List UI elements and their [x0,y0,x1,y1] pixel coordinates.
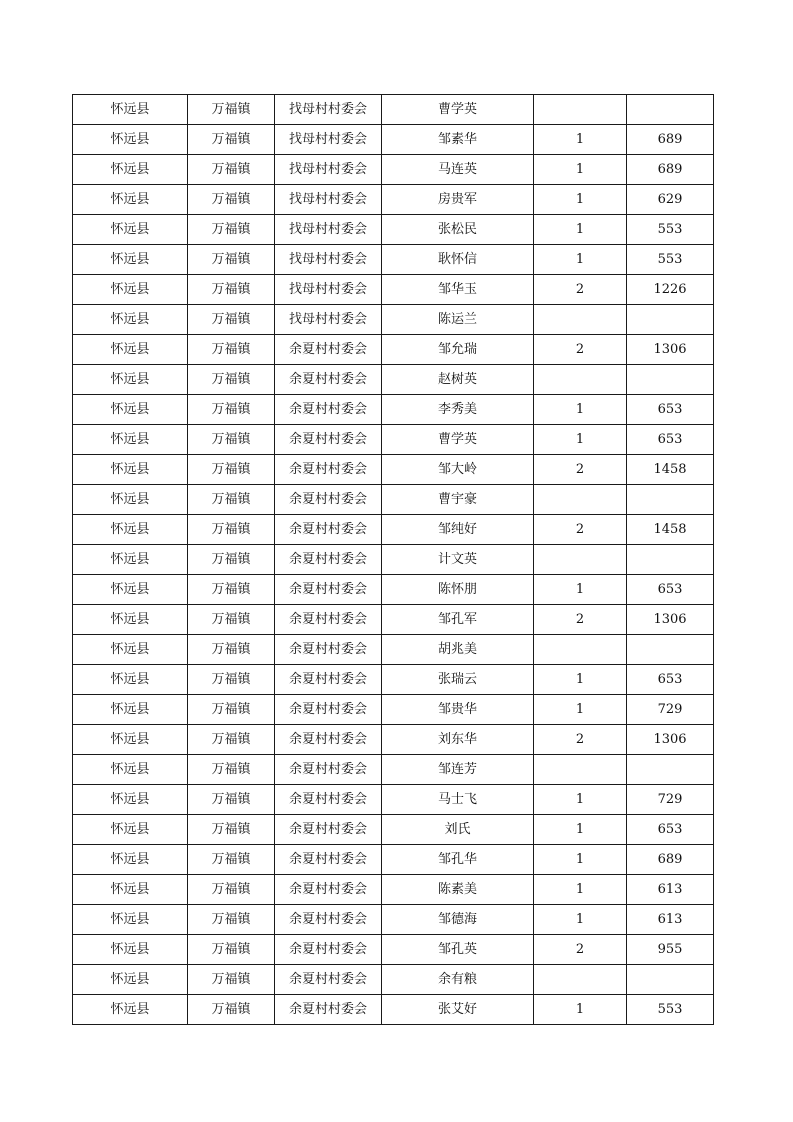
name-cell: 邹大岭 [382,455,534,485]
name-cell: 房贵军 [382,185,534,215]
county-cell: 怀远县 [73,305,188,335]
table-row [73,455,714,485]
name-cell: 张瑞云 [382,665,534,695]
count-cell: 2 [534,725,627,755]
village-committee-cell: 余夏村村委会 [275,335,382,365]
amount-cell: 1458 [627,515,714,545]
county-cell: 怀远县 [73,215,188,245]
table-row [73,785,714,815]
county-cell: 怀远县 [73,875,188,905]
town-cell: 万福镇 [188,995,275,1025]
amount-cell: 613 [627,905,714,935]
town-cell: 万福镇 [188,185,275,215]
county-cell: 怀远县 [73,245,188,275]
amount-cell: 613 [627,875,714,905]
county-cell: 怀远县 [73,455,188,485]
table-row [73,125,714,155]
count-cell: 1 [534,215,627,245]
county-cell: 怀远县 [73,755,188,785]
name-cell: 张松民 [382,215,534,245]
table-row [73,215,714,245]
amount-cell [627,365,714,395]
name-cell: 邹德海 [382,905,534,935]
village-committee-cell: 余夏村村委会 [275,845,382,875]
town-cell: 万福镇 [188,515,275,545]
amount-cell: 629 [627,185,714,215]
name-cell: 陈怀朋 [382,575,534,605]
town-cell: 万福镇 [188,275,275,305]
amount-cell: 653 [627,425,714,455]
count-cell [534,365,627,395]
county-cell: 怀远县 [73,515,188,545]
table-row [73,545,714,575]
town-cell: 万福镇 [188,695,275,725]
count-cell [534,305,627,335]
name-cell: 余有粮 [382,965,534,995]
count-cell [534,755,627,785]
table-row [73,665,714,695]
town-cell: 万福镇 [188,215,275,245]
count-cell: 2 [534,275,627,305]
town-cell: 万福镇 [188,545,275,575]
village-committee-cell: 余夏村村委会 [275,695,382,725]
town-cell: 万福镇 [188,155,275,185]
village-committee-cell: 找母村村委会 [275,125,382,155]
amount-cell: 553 [627,995,714,1025]
village-committee-cell: 找母村村委会 [275,155,382,185]
amount-cell: 689 [627,125,714,155]
name-cell: 邹孔华 [382,845,534,875]
county-cell: 怀远县 [73,785,188,815]
amount-cell: 729 [627,695,714,725]
town-cell: 万福镇 [188,395,275,425]
town-cell: 万福镇 [188,935,275,965]
amount-cell [627,755,714,785]
count-cell: 2 [534,515,627,545]
count-cell: 1 [534,695,627,725]
town-cell: 万福镇 [188,125,275,155]
count-cell: 2 [534,605,627,635]
count-cell: 2 [534,335,627,365]
name-cell: 胡兆美 [382,635,534,665]
table-row [73,425,714,455]
village-committee-cell: 余夏村村委会 [275,515,382,545]
count-cell: 1 [534,905,627,935]
amount-cell [627,485,714,515]
table-row [73,335,714,365]
county-cell: 怀远县 [73,815,188,845]
count-cell [534,635,627,665]
amount-cell [627,305,714,335]
amount-cell: 653 [627,575,714,605]
village-committee-cell: 余夏村村委会 [275,755,382,785]
amount-cell: 689 [627,845,714,875]
village-committee-cell: 找母村村委会 [275,95,382,125]
table-row [73,995,714,1025]
table-row [73,395,714,425]
county-cell: 怀远县 [73,935,188,965]
amount-cell: 1226 [627,275,714,305]
table-row [73,755,714,785]
village-committee-cell: 余夏村村委会 [275,665,382,695]
table-row [73,155,714,185]
count-cell: 1 [534,395,627,425]
town-cell: 万福镇 [188,905,275,935]
table-row [73,365,714,395]
table-row [73,245,714,275]
village-committee-cell: 余夏村村委会 [275,725,382,755]
count-cell: 1 [534,575,627,605]
village-committee-cell: 找母村村委会 [275,245,382,275]
county-cell: 怀远县 [73,155,188,185]
village-committee-cell: 余夏村村委会 [275,455,382,485]
table-row [73,965,714,995]
name-cell: 刘氏 [382,815,534,845]
village-committee-cell: 余夏村村委会 [275,905,382,935]
name-cell: 曹学英 [382,425,534,455]
count-cell: 1 [534,815,627,845]
village-committee-cell: 余夏村村委会 [275,995,382,1025]
table-row [73,725,714,755]
name-cell: 计文英 [382,545,534,575]
village-committee-cell: 余夏村村委会 [275,545,382,575]
count-cell: 1 [534,125,627,155]
count-cell: 1 [534,845,627,875]
village-committee-cell: 余夏村村委会 [275,575,382,605]
name-cell: 邹连芳 [382,755,534,785]
name-cell: 马士飞 [382,785,534,815]
town-cell: 万福镇 [188,305,275,335]
name-cell: 赵树英 [382,365,534,395]
village-committee-cell: 余夏村村委会 [275,485,382,515]
town-cell: 万福镇 [188,605,275,635]
table-row [73,935,714,965]
data-table [72,94,714,1025]
amount-cell: 553 [627,245,714,275]
table-row [73,635,714,665]
table-row [73,815,714,845]
amount-cell: 653 [627,395,714,425]
amount-cell: 653 [627,665,714,695]
amount-cell [627,635,714,665]
amount-cell [627,545,714,575]
village-committee-cell: 余夏村村委会 [275,815,382,845]
count-cell: 1 [534,185,627,215]
town-cell: 万福镇 [188,245,275,275]
name-cell: 邹素华 [382,125,534,155]
village-committee-cell: 余夏村村委会 [275,365,382,395]
count-cell: 2 [534,935,627,965]
name-cell: 曹宇豪 [382,485,534,515]
county-cell: 怀远县 [73,365,188,395]
count-cell [534,545,627,575]
name-cell: 邹纯好 [382,515,534,545]
town-cell: 万福镇 [188,875,275,905]
village-committee-cell: 找母村村委会 [275,185,382,215]
name-cell: 耿怀信 [382,245,534,275]
name-cell: 邹华玉 [382,275,534,305]
count-cell [534,485,627,515]
count-cell: 1 [534,665,627,695]
amount-cell: 1306 [627,335,714,365]
town-cell: 万福镇 [188,455,275,485]
name-cell: 邹孔军 [382,605,534,635]
table-row [73,845,714,875]
amount-cell [627,95,714,125]
village-committee-cell: 余夏村村委会 [275,425,382,455]
village-committee-cell: 余夏村村委会 [275,635,382,665]
town-cell: 万福镇 [188,365,275,395]
amount-cell: 553 [627,215,714,245]
count-cell: 1 [534,155,627,185]
town-cell: 万福镇 [188,335,275,365]
name-cell: 陈素美 [382,875,534,905]
town-cell: 万福镇 [188,845,275,875]
table-row [73,875,714,905]
county-cell: 怀远县 [73,635,188,665]
table-row [73,485,714,515]
village-committee-cell: 余夏村村委会 [275,785,382,815]
village-committee-cell: 找母村村委会 [275,305,382,335]
name-cell: 邹孔英 [382,935,534,965]
village-committee-cell: 余夏村村委会 [275,965,382,995]
count-cell [534,95,627,125]
town-cell: 万福镇 [188,425,275,455]
town-cell: 万福镇 [188,635,275,665]
county-cell: 怀远县 [73,425,188,455]
table-body [73,95,714,1025]
village-committee-cell: 余夏村村委会 [275,875,382,905]
name-cell: 陈运兰 [382,305,534,335]
county-cell: 怀远县 [73,95,188,125]
county-cell: 怀远县 [73,485,188,515]
count-cell: 1 [534,785,627,815]
table-row [73,305,714,335]
amount-cell: 689 [627,155,714,185]
county-cell: 怀远县 [73,725,188,755]
village-committee-cell: 找母村村委会 [275,215,382,245]
town-cell: 万福镇 [188,965,275,995]
town-cell: 万福镇 [188,725,275,755]
county-cell: 怀远县 [73,185,188,215]
village-committee-cell: 余夏村村委会 [275,605,382,635]
village-committee-cell: 找母村村委会 [275,275,382,305]
county-cell: 怀远县 [73,545,188,575]
name-cell: 李秀美 [382,395,534,425]
town-cell: 万福镇 [188,755,275,785]
county-cell: 怀远县 [73,995,188,1025]
county-cell: 怀远县 [73,965,188,995]
count-cell: 1 [534,995,627,1025]
amount-cell: 1306 [627,725,714,755]
village-committee-cell: 余夏村村委会 [275,935,382,965]
name-cell: 张艾好 [382,995,534,1025]
name-cell: 邹允瑞 [382,335,534,365]
count-cell: 1 [534,875,627,905]
town-cell: 万福镇 [188,95,275,125]
amount-cell: 955 [627,935,714,965]
county-cell: 怀远县 [73,605,188,635]
county-cell: 怀远县 [73,275,188,305]
amount-cell [627,965,714,995]
town-cell: 万福镇 [188,575,275,605]
table-row [73,575,714,605]
table-row [73,275,714,305]
amount-cell: 729 [627,785,714,815]
county-cell: 怀远县 [73,575,188,605]
county-cell: 怀远县 [73,125,188,155]
amount-cell: 1306 [627,605,714,635]
town-cell: 万福镇 [188,485,275,515]
table-row [73,185,714,215]
table-row [73,95,714,125]
town-cell: 万福镇 [188,785,275,815]
county-cell: 怀远县 [73,395,188,425]
village-committee-cell: 余夏村村委会 [275,395,382,425]
county-cell: 怀远县 [73,335,188,365]
count-cell: 1 [534,425,627,455]
table-row [73,695,714,725]
county-cell: 怀远县 [73,695,188,725]
county-cell: 怀远县 [73,845,188,875]
county-cell: 怀远县 [73,905,188,935]
table-row [73,515,714,545]
table-row [73,905,714,935]
count-cell [534,965,627,995]
amount-cell: 653 [627,815,714,845]
name-cell: 刘东华 [382,725,534,755]
county-cell: 怀远县 [73,665,188,695]
name-cell: 邹贵华 [382,695,534,725]
table-row [73,605,714,635]
town-cell: 万福镇 [188,665,275,695]
count-cell: 2 [534,455,627,485]
amount-cell: 1458 [627,455,714,485]
name-cell: 马连英 [382,155,534,185]
count-cell: 1 [534,245,627,275]
town-cell: 万福镇 [188,815,275,845]
name-cell: 曹学英 [382,95,534,125]
